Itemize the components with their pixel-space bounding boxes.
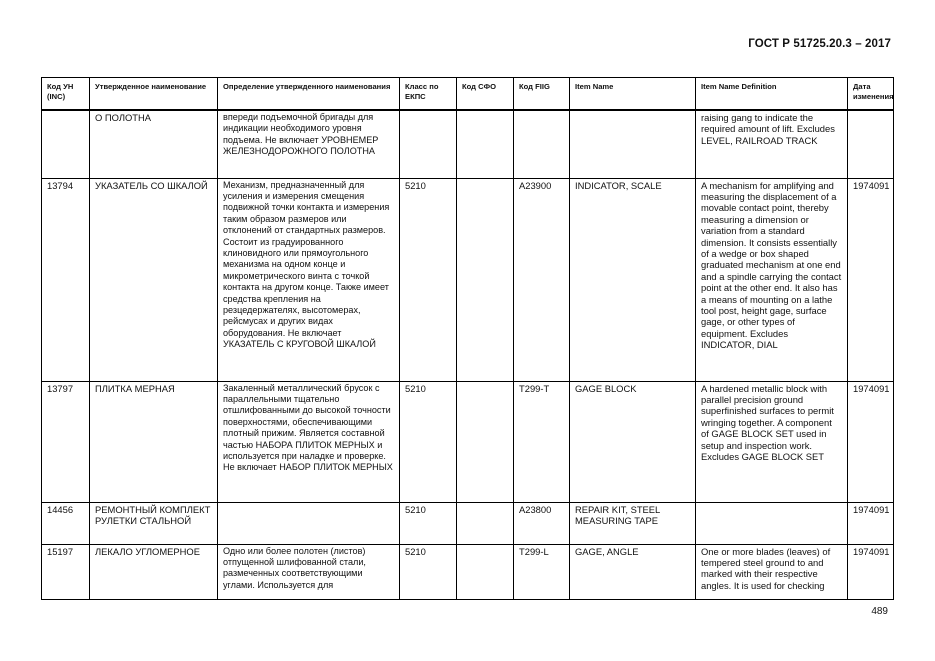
cell-change-date (848, 110, 894, 178)
table-row (42, 544, 894, 599)
cell-item-name-definition: A mechanism for amplifying and measuring the displacement of a movable contact point, thereby measuring a dimension or variation from a standard dimension. It consists essentially of a wedge or box shaped graduated mechanism at one end and a spindle carrying the contact point at the other end. It also has a means of mounting on a lathe tool post, height gage, surface gage, or other types of equipment. Excludes INDICATOR, DIAL (696, 178, 848, 381)
cell-sfo-code (457, 110, 514, 178)
cell-ekps-class: 5210 (400, 381, 457, 502)
column-header-change-date: Дата изменения (848, 78, 894, 111)
cell-ekps-class: 5210 (400, 544, 457, 599)
cell-ekps-class: 5210 (400, 178, 457, 381)
cell-ekps-class (400, 110, 457, 178)
cell-item-name: GAGE, ANGLE (570, 544, 696, 599)
table-row (42, 381, 894, 502)
cell-approved-name-definition: впереди подъемочной бригады для индикации необходимого уровня подъема. Не включает УРОВНЕМЕР ЖЕЛЕЗНОДОРОЖНОГО ПОЛОТНА (218, 110, 400, 178)
cell-ekps-class: 5210 (400, 502, 457, 544)
cell-sfo-code (457, 502, 514, 544)
table-row (42, 178, 894, 381)
cell-item-name: INDICATOR, SCALE (570, 178, 696, 381)
column-header-ekps-class: Класс по ЕКПС (400, 78, 457, 111)
cell-approved-name-definition: Одно или более полотен (листов) отпущенной шлифованной стали, размеченных соответствующими углами. Используется для (218, 544, 400, 599)
cell-approved-name-definition: Механизм, предназначенный для усиления и измерения смещения подвижной точки контакта и измерения таким образом размеров или отклонений от стандартных размеров. Состоит из градуированного клиновидного или прямоугольного механизма на одном конце и микрометрического винта с точкой контакта на другом конце. Также имеет средства крепления на резцедержателях, высотомерах, рейсмусах и других видах оборудования. Не включает УКАЗАТЕЛЬ С КРУГОВОЙ ШКАЛОЙ (218, 178, 400, 381)
cell-fiig-code (514, 110, 570, 178)
cell-fiig-code: T299-T (514, 381, 570, 502)
cell-change-date: 1974091 (848, 178, 894, 381)
cell-approved-name: РЕМОНТНЫЙ КОМПЛЕКТ РУЛЕТКИ СТАЛЬНОЙ (90, 502, 218, 544)
page-number: 489 (871, 606, 888, 617)
cell-fiig-code: T299-L (514, 544, 570, 599)
cell-approved-name: ПЛИТКА МЕРНАЯ (90, 381, 218, 502)
cell-approved-name: О ПОЛОТНА (90, 110, 218, 178)
classifier-table (41, 77, 894, 600)
column-header-inc: Код УН (INC) (42, 78, 90, 111)
column-header-fiig-code: Код FIIG (514, 78, 570, 111)
cell-approved-name: ЛЕКАЛО УГЛОМЕРНОЕ (90, 544, 218, 599)
cell-inc (42, 110, 90, 178)
cell-inc: 15197 (42, 544, 90, 599)
cell-sfo-code (457, 544, 514, 599)
column-header-item-name: Item Name (570, 78, 696, 111)
column-header-sfo-code: Код СФО (457, 78, 514, 111)
table-row (42, 110, 894, 178)
cell-change-date: 1974091 (848, 381, 894, 502)
document-standard-header: ГОСТ Р 51725.20.3 – 2017 (748, 38, 891, 50)
cell-item-name: REPAIR KIT, STEEL MEASURING TAPE (570, 502, 696, 544)
cell-item-name-definition: One or more blades (leaves) of tempered steel ground to and marked with their respective angles. It is used for checking (696, 544, 848, 599)
cell-item-name: GAGE BLOCK (570, 381, 696, 502)
cell-sfo-code (457, 381, 514, 502)
column-header-item-name-definition: Item Name Definition (696, 78, 848, 111)
cell-inc: 13794 (42, 178, 90, 381)
cell-fiig-code: A23800 (514, 502, 570, 544)
cell-change-date: 1974091 (848, 544, 894, 599)
cell-item-name (570, 110, 696, 178)
cell-fiig-code: A23900 (514, 178, 570, 381)
table-header-row (42, 78, 894, 111)
column-header-approved-name: Утвержденное наименование (90, 78, 218, 111)
cell-change-date: 1974091 (848, 502, 894, 544)
cell-inc: 13797 (42, 381, 90, 502)
cell-item-name-definition: A hardened metallic block with parallel precision ground superfinished surfaces to permit wringing together. A component of GAGE BLOCK SET used in setup and inspection work. Excludes GAGE BLOCK SET (696, 381, 848, 502)
cell-approved-name: УКАЗАТЕЛЬ СО ШКАЛОЙ (90, 178, 218, 381)
cell-inc: 14456 (42, 502, 90, 544)
cell-item-name-definition: raising gang to indicate the required amount of lift. Excludes LEVEL, RAILROAD TRACK (696, 110, 848, 178)
cell-item-name-definition (696, 502, 848, 544)
cell-approved-name-definition (218, 502, 400, 544)
cell-sfo-code (457, 178, 514, 381)
column-header-approved-name-definition: Определение утвержденного наименования (218, 78, 400, 111)
table-row (42, 502, 894, 544)
cell-approved-name-definition: Закаленный металлический брусок с параллельными тщательно отшлифованными до высокой точности поверхностями, обеспечивающими плотный прижим. Является составной частью НАБОРА ПЛИТОК МЕРНЫХ и используется при наладке и проверке. Не включает НАБОР ПЛИТОК МЕРНЫХ (218, 381, 400, 502)
